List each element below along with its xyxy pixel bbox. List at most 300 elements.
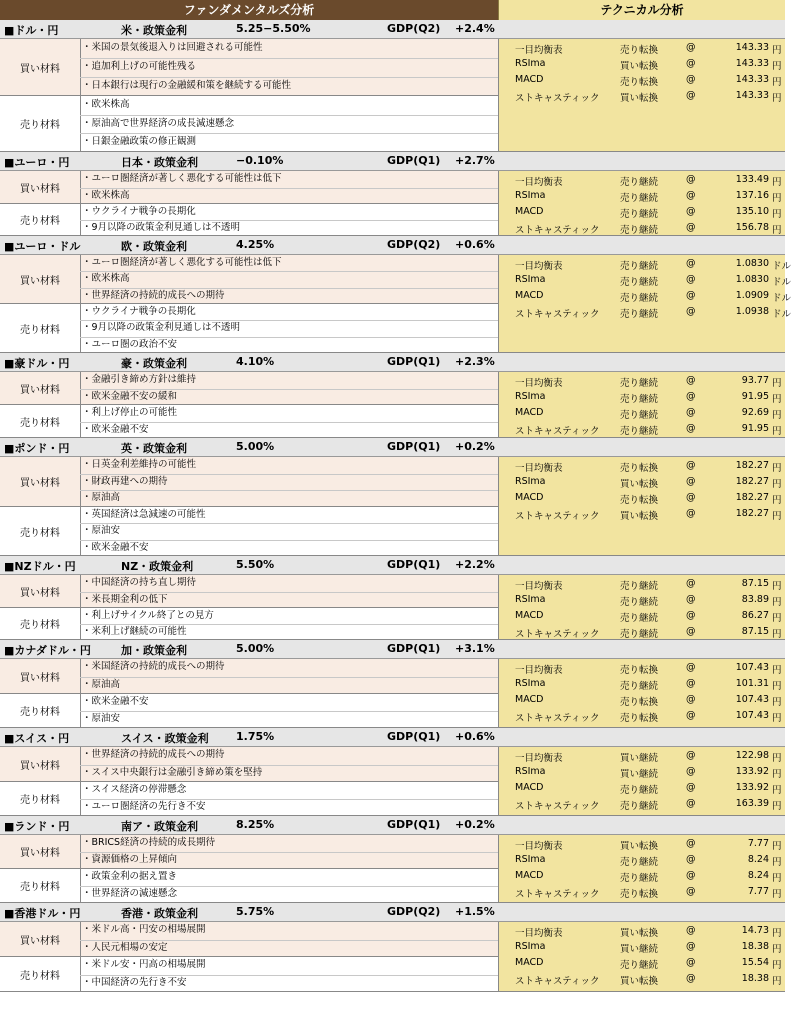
signal-status: 売り継続: [620, 873, 659, 884]
technical-row: [499, 661, 786, 677]
gdp-label: GDP(Q1): [387, 642, 441, 655]
policy-rate-label: 欧・政策金利: [121, 240, 187, 253]
price-value: 143.33: [735, 58, 769, 69]
sell-factor-item: ・原油安: [82, 713, 121, 724]
section-header: [0, 20, 785, 39]
price-unit: ドル: [772, 293, 791, 304]
policy-rate-label: 英・政策金利: [121, 442, 187, 455]
buy-factors-group: [0, 575, 498, 608]
at-symbol: @: [686, 766, 696, 777]
signal-status: 売り継続: [620, 581, 659, 592]
technical-row: [499, 374, 786, 390]
signal-status: 売り継続: [620, 225, 659, 236]
currency-pair-label: ■ドル・円: [4, 24, 59, 37]
sell-factor-item: ・ユーロ圏の政治不安: [82, 338, 178, 350]
currency-pair-label: ■スイス・円: [4, 732, 70, 745]
gdp-value: +0.2%: [455, 440, 495, 453]
policy-rate-label: 米・政策金利: [121, 24, 187, 37]
sell-factor-item: ・日銀金融政策の修正観測: [82, 136, 197, 148]
buy-factor-item: ・日英金利差維持の可能性: [80, 457, 498, 475]
at-symbol: @: [686, 798, 696, 809]
price-unit: 円: [772, 629, 782, 640]
buy-factors-label: 買い材料: [0, 659, 81, 693]
technical-row: [499, 781, 786, 797]
indicator-name: MACD: [515, 782, 544, 793]
buy-factor-item: ・米国の景気後退入りは回避される可能性: [80, 39, 498, 59]
price-value: 1.0938: [735, 306, 769, 317]
gdp-label: GDP(Q2): [387, 905, 441, 918]
price-value: 92.69: [741, 407, 769, 418]
currency-section: [0, 20, 785, 152]
signal-status: 買い転換: [620, 61, 659, 72]
buy-factor-item: ・米ドル高・円安の相場展開: [80, 922, 498, 941]
at-symbol: @: [686, 407, 696, 418]
price-unit: 円: [772, 394, 782, 405]
technical-title: テクニカル分析: [498, 0, 785, 20]
at-symbol: @: [686, 74, 696, 85]
signal-status: 売り継続: [620, 277, 659, 288]
price-unit: ドル: [772, 261, 791, 272]
price-value: 87.15: [741, 626, 769, 637]
indicator-name: 一目均衡表: [515, 45, 563, 56]
technical-row: [499, 577, 786, 593]
currency-pair-label: ■ポンド・円: [4, 442, 70, 455]
technical-row: [499, 390, 786, 406]
buy-factor-item: ・米長期金利の低下: [82, 593, 168, 605]
signal-status: 売り継続: [620, 410, 659, 421]
at-symbol: @: [686, 174, 696, 185]
currency-pair-label: ■ユーロ・ドル: [4, 240, 81, 253]
currency-pair-label: ■カナダドル・円: [4, 644, 91, 657]
gdp-value: +2.7%: [455, 154, 495, 167]
buy-factors-group: [0, 747, 498, 782]
fundamentals-pane: [0, 39, 498, 151]
currency-section: [0, 152, 785, 236]
signal-status: 売り継続: [620, 613, 659, 624]
at-symbol: @: [686, 610, 696, 621]
at-symbol: @: [686, 423, 696, 434]
buy-factor-item: ・ユーロ圏経済が著しく悪化する可能性は低下: [80, 171, 498, 189]
sell-factors-label: 売り材料: [0, 957, 81, 991]
price-unit: 円: [772, 841, 782, 852]
signal-status: 売り転換: [620, 463, 659, 474]
price-unit: 円: [772, 873, 782, 884]
at-symbol: @: [686, 925, 696, 936]
signal-status: 売り継続: [620, 394, 659, 405]
sell-factors-list: [80, 694, 498, 727]
indicator-name: RSIma: [515, 941, 546, 952]
sell-factors-list: [80, 957, 498, 991]
technical-row: [499, 625, 786, 641]
indicator-name: ストキャスティック: [515, 976, 600, 987]
buy-factor-item: ・欧米株高: [80, 271, 498, 288]
at-symbol: @: [686, 578, 696, 589]
price-unit: 円: [772, 463, 782, 474]
buy-factors-list: [80, 835, 498, 868]
signal-status: 売り転換: [620, 77, 659, 88]
sell-factors-label: 売り材料: [0, 782, 81, 815]
price-unit: 円: [772, 410, 782, 421]
policy-rate-value: 5.00%: [236, 440, 275, 453]
buy-factor-item: ・BRICS経済の持続的成長期待: [80, 835, 498, 853]
indicator-name: RSIma: [515, 678, 546, 689]
technical-row: [499, 305, 791, 321]
indicator-name: ストキャスティック: [515, 225, 600, 236]
indicator-name: ストキャスティック: [515, 889, 600, 900]
price-value: 143.33: [735, 74, 769, 85]
policy-rate-value: 1.75%: [236, 730, 275, 743]
at-symbol: @: [686, 206, 696, 217]
signal-status: 売り継続: [620, 209, 659, 220]
price-unit: 円: [772, 713, 782, 724]
gdp-value: +0.6%: [455, 730, 495, 743]
signal-status: 売り転換: [620, 495, 659, 506]
buy-factors-list: [80, 457, 498, 506]
buy-factor-item: ・世界経済の持続的成長への期待: [80, 747, 498, 766]
technical-pane: [498, 575, 785, 639]
price-unit: 円: [772, 193, 782, 204]
technical-pane: [498, 39, 785, 151]
price-unit: 円: [772, 61, 782, 72]
price-unit: 円: [772, 857, 782, 868]
technical-row: [499, 709, 786, 725]
sell-factor-item: ・米利上げ継続の可能性: [82, 626, 187, 637]
technical-row: [499, 677, 786, 693]
sell-factors-list: [80, 782, 498, 815]
price-value: 137.16: [735, 190, 769, 201]
technical-row: [499, 797, 786, 813]
sell-factors-list: [80, 304, 498, 352]
technical-row: [499, 57, 786, 73]
price-value: 15.54: [741, 957, 769, 968]
buy-factors-group: [0, 659, 498, 694]
currency-section: [0, 353, 785, 438]
at-symbol: @: [686, 306, 696, 317]
gdp-label: GDP(Q1): [387, 558, 441, 571]
policy-rate-value: −0.10%: [236, 154, 284, 167]
price-unit: 円: [772, 785, 782, 796]
gdp-label: GDP(Q1): [387, 818, 441, 831]
price-unit: 円: [772, 45, 782, 56]
buy-factors-group: [0, 457, 498, 507]
buy-factors-group: [0, 255, 498, 304]
sell-factors-group: [0, 957, 498, 992]
indicator-name: ストキャスティック: [515, 801, 600, 812]
at-symbol: @: [686, 42, 696, 53]
technical-pane: [498, 835, 785, 902]
price-value: 107.43: [735, 710, 769, 721]
price-unit: 円: [772, 697, 782, 708]
signal-status: 売り継続: [620, 293, 659, 304]
sell-factor-item: ・欧米金融不安: [82, 423, 149, 435]
buy-factor-item: ・世界経済の持続的成長への期待: [82, 289, 225, 301]
price-value: 1.0909: [735, 290, 769, 301]
price-unit: ドル: [772, 277, 791, 288]
buy-factor-item: ・米国経済の持続的成長への期待: [80, 659, 498, 678]
sell-factors-group: [0, 507, 498, 556]
fundamentals-pane: [0, 255, 498, 352]
buy-factors-label: 買い材料: [0, 39, 81, 95]
signal-status: 売り継続: [620, 378, 659, 389]
at-symbol: @: [686, 258, 696, 269]
indicator-name: RSIma: [515, 476, 546, 487]
sell-factors-group: [0, 608, 498, 640]
indicator-name: 一目均衡表: [515, 753, 563, 764]
price-value: 86.27: [741, 610, 769, 621]
signal-status: 買い継続: [620, 753, 659, 764]
price-unit: 円: [772, 769, 782, 780]
price-unit: 円: [772, 495, 782, 506]
sell-factors-label: 売り材料: [0, 869, 81, 902]
price-unit: 円: [772, 613, 782, 624]
at-symbol: @: [686, 750, 696, 761]
signal-status: 買い転換: [620, 841, 659, 852]
buy-factors-list: [80, 39, 498, 95]
section-header: [0, 816, 785, 835]
sell-factors-label: 売り材料: [0, 405, 81, 437]
currency-section: [0, 438, 785, 556]
price-unit: 円: [772, 426, 782, 437]
indicator-name: 一目均衡表: [515, 177, 563, 188]
gdp-value: +3.1%: [455, 642, 495, 655]
technical-row: [499, 205, 786, 221]
header-row: [0, 0, 785, 20]
sell-factor-item: ・9月以降の政策金利見通しは不透明: [80, 320, 498, 337]
at-symbol: @: [686, 508, 696, 519]
currency-section: [0, 903, 785, 992]
currency-pair-label: ■豪ドル・円: [4, 357, 70, 370]
sell-factor-item: ・原油高で世界経済の成長減速懸念: [80, 115, 498, 135]
price-value: 133.49: [735, 174, 769, 185]
sell-factor-item: ・欧米金融不安: [82, 541, 149, 553]
policy-rate-label: NZ・政策金利: [121, 560, 194, 573]
fundamentals-pane: [0, 171, 498, 235]
technical-row: [499, 459, 786, 475]
price-value: 91.95: [741, 391, 769, 402]
currency-section: [0, 640, 785, 728]
price-value: 182.27: [735, 476, 769, 487]
currency-pair-label: ■NZドル・円: [4, 560, 76, 573]
price-unit: ドル: [772, 309, 791, 320]
at-symbol: @: [686, 222, 696, 233]
buy-factor-item: ・ユーロ圏経済が著しく悪化する可能性は低下: [80, 255, 498, 272]
buy-factor-item: ・欧米金融不安の緩和: [82, 390, 178, 402]
price-value: 18.38: [741, 973, 769, 984]
price-unit: 円: [772, 77, 782, 88]
policy-rate-label: 南ア・政策金利: [121, 820, 198, 833]
buy-factor-item: ・原油高: [82, 492, 121, 504]
price-unit: 円: [772, 681, 782, 692]
price-unit: 円: [772, 479, 782, 490]
at-symbol: @: [686, 375, 696, 386]
technical-row: [499, 257, 791, 273]
buy-factors-group: [0, 171, 498, 204]
sell-factor-item: ・ユーロ圏経済の先行き不安: [82, 801, 206, 812]
policy-rate-value: 8.25%: [236, 818, 275, 831]
indicator-name: MACD: [515, 870, 544, 881]
buy-factors-label: 買い材料: [0, 255, 81, 303]
currency-section: [0, 236, 791, 353]
price-unit: 円: [772, 378, 782, 389]
section-header: [0, 728, 785, 747]
signal-status: 売り転換: [620, 889, 659, 900]
at-symbol: @: [686, 854, 696, 865]
price-value: 143.33: [735, 90, 769, 101]
indicator-name: ストキャスティック: [515, 713, 600, 724]
sell-factor-item: ・欧米株高: [80, 96, 498, 116]
policy-rate-label: 香港・政策金利: [121, 907, 198, 920]
signal-status: 買い転換: [620, 928, 659, 939]
buy-factors-list: [80, 659, 498, 693]
sell-factors-label: 売り材料: [0, 608, 81, 639]
signal-status: 売り継続: [620, 261, 659, 272]
currency-section: [0, 556, 785, 640]
price-unit: 円: [772, 889, 782, 900]
gdp-label: GDP(Q2): [387, 238, 441, 251]
buy-factor-item: ・金融引き締め方針は維持: [80, 372, 498, 390]
price-value: 83.89: [741, 594, 769, 605]
indicator-name: RSIma: [515, 58, 546, 69]
sell-factors-group: [0, 694, 498, 728]
price-value: 143.33: [735, 42, 769, 53]
gdp-value: +0.2%: [455, 818, 495, 831]
price-value: 8.24: [747, 870, 769, 881]
technical-row: [499, 693, 786, 709]
indicator-name: ストキャスティック: [515, 426, 600, 437]
indicator-name: RSIma: [515, 391, 546, 402]
indicator-name: MACD: [515, 290, 544, 301]
price-value: 87.15: [741, 578, 769, 589]
indicator-name: 一目均衡表: [515, 261, 563, 272]
policy-rate-label: 豪・政策金利: [121, 357, 187, 370]
technical-row: [499, 273, 791, 289]
price-value: 107.43: [735, 662, 769, 673]
sell-factor-item: ・米ドル安・円高の相場展開: [80, 957, 498, 976]
buy-factor-item: ・財政再建への期待: [80, 474, 498, 492]
currency-pair-label: ■ユーロ・円: [4, 156, 70, 169]
gdp-value: +2.2%: [455, 558, 495, 571]
technical-row: [499, 406, 786, 422]
section-header: [0, 152, 785, 171]
at-symbol: @: [686, 782, 696, 793]
price-value: 14.73: [741, 925, 769, 936]
price-value: 182.27: [735, 508, 769, 519]
indicator-name: 一目均衡表: [515, 463, 563, 474]
buy-factors-group: [0, 39, 498, 96]
buy-factors-label: 買い材料: [0, 372, 81, 404]
price-value: 133.92: [735, 766, 769, 777]
gdp-label: GDP(Q1): [387, 730, 441, 743]
technical-row: [499, 422, 786, 438]
section-header: [0, 903, 785, 922]
sell-factors-label: 売り材料: [0, 96, 81, 151]
indicator-name: ストキャスティック: [515, 309, 600, 320]
at-symbol: @: [686, 58, 696, 69]
indicator-name: RSIma: [515, 854, 546, 865]
signal-status: 売り継続: [620, 193, 659, 204]
price-value: 156.78: [735, 222, 769, 233]
signal-status: 売り継続: [620, 426, 659, 437]
section-header: [0, 556, 785, 575]
fundamentals-pane: [0, 575, 498, 639]
technical-pane: [498, 372, 785, 437]
signal-status: 売り転換: [620, 697, 659, 708]
gdp-value: +2.3%: [455, 355, 495, 368]
technical-row: [499, 89, 786, 105]
price-value: 163.39: [735, 798, 769, 809]
indicator-name: ストキャスティック: [515, 629, 600, 640]
gdp-label: GDP(Q2): [387, 22, 441, 35]
buy-factor-item: ・資源価格の上昇傾向: [82, 854, 178, 865]
price-unit: 円: [772, 753, 782, 764]
sell-factor-item: ・利上げ停止の可能性: [80, 405, 498, 423]
policy-rate-value: 4.10%: [236, 355, 275, 368]
price-unit: 円: [772, 976, 782, 987]
technical-row: [499, 749, 786, 765]
sell-factor-item: ・ウクライナ戦争の長期化: [80, 204, 498, 221]
price-value: 182.27: [735, 492, 769, 503]
at-symbol: @: [686, 694, 696, 705]
price-value: 101.31: [735, 678, 769, 689]
section-header: [0, 438, 785, 457]
indicator-name: 一目均衡表: [515, 665, 563, 676]
technical-row: [499, 869, 786, 885]
sell-factor-item: ・政策金利の据え置き: [80, 869, 498, 887]
section-header: [0, 640, 785, 659]
sell-factor-item: ・利上げサイクル終了との見方: [80, 608, 498, 625]
at-symbol: @: [686, 274, 696, 285]
currency-section: [0, 816, 785, 903]
buy-factors-label: 買い材料: [0, 747, 81, 781]
sell-factors-list: [80, 507, 498, 555]
price-unit: 円: [772, 928, 782, 939]
at-symbol: @: [686, 957, 696, 968]
sell-factors-list: [80, 608, 498, 639]
signal-status: 売り転換: [620, 713, 659, 724]
price-unit: 円: [772, 177, 782, 188]
buy-factors-list: [80, 575, 498, 607]
at-symbol: @: [686, 710, 696, 721]
indicator-name: MACD: [515, 74, 544, 85]
signal-status: 買い転換: [620, 479, 659, 490]
sell-factors-list: [80, 405, 498, 437]
signal-status: 売り継続: [620, 597, 659, 608]
indicator-name: RSIma: [515, 594, 546, 605]
technical-pane: [498, 747, 785, 815]
buy-factors-group: [0, 922, 498, 957]
price-value: 182.27: [735, 460, 769, 471]
at-symbol: @: [686, 941, 696, 952]
sell-factor-item: ・英国経済は急減速の可能性: [80, 507, 498, 524]
at-symbol: @: [686, 662, 696, 673]
technical-row: [499, 491, 786, 507]
signal-status: 買い継続: [620, 944, 659, 955]
gdp-label: GDP(Q1): [387, 440, 441, 453]
price-unit: 円: [772, 209, 782, 220]
indicator-name: RSIma: [515, 274, 546, 285]
at-symbol: @: [686, 626, 696, 637]
technical-row: [499, 765, 786, 781]
technical-row: [499, 956, 786, 972]
indicator-name: MACD: [515, 492, 544, 503]
price-value: 93.77: [741, 375, 769, 386]
at-symbol: @: [686, 290, 696, 301]
sell-factors-label: 売り材料: [0, 204, 81, 235]
fundamentals-pane: [0, 457, 498, 555]
sell-factors-group: [0, 304, 498, 353]
technical-row: [499, 289, 791, 305]
signal-status: 売り転換: [620, 45, 659, 56]
